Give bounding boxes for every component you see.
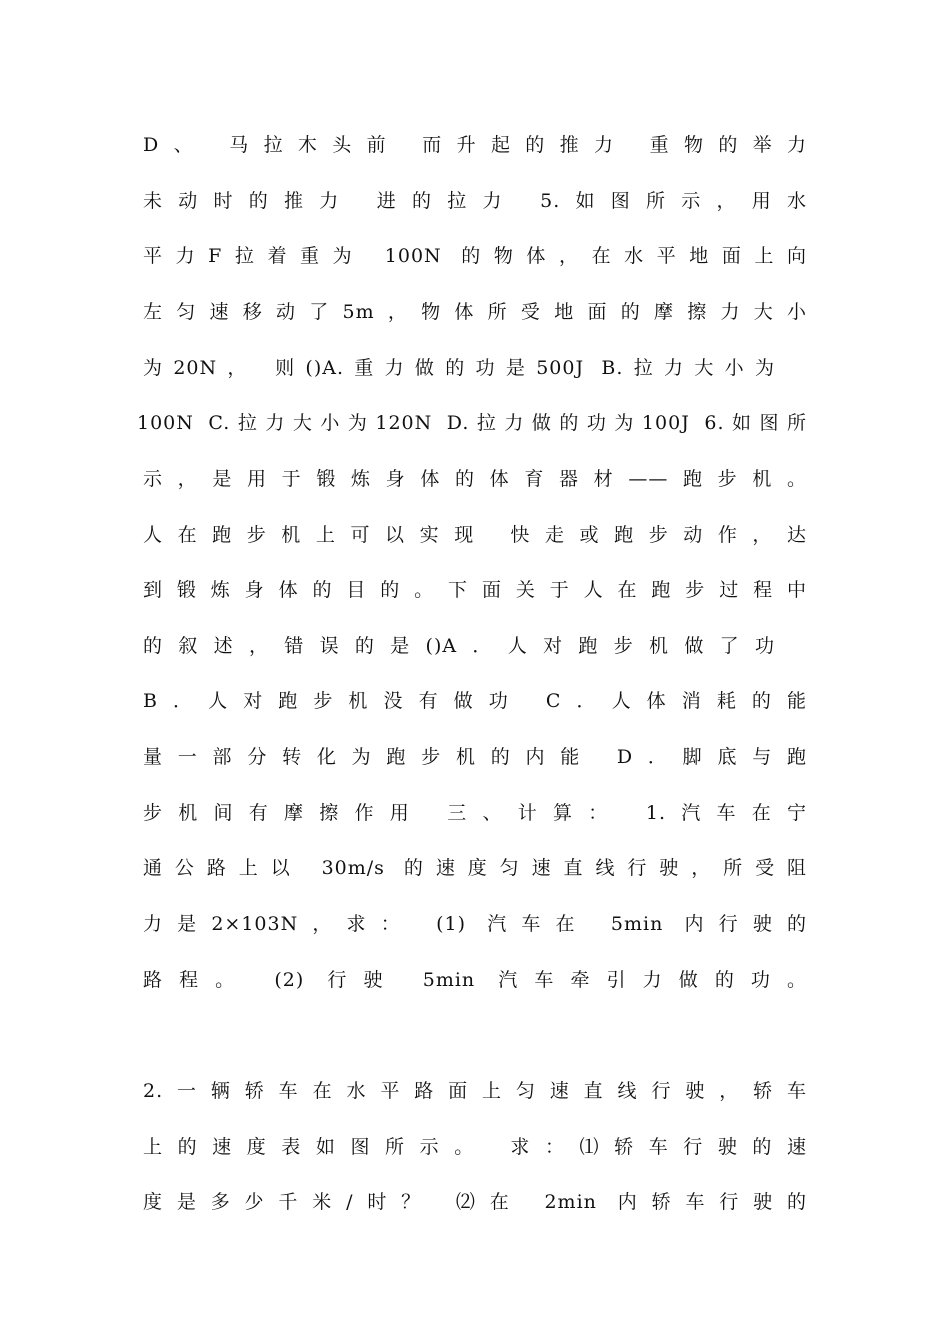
text-line: 的叙述，错误的是()A．人对跑步机做了功 (143, 635, 775, 657)
text-line: 到锻炼身体的目的。下面关于人在跑步过程中 (143, 579, 807, 601)
text-line: 量一部分转化为跑步机的内能 D．脚底与跑 (143, 746, 807, 768)
text-line: 100N C.拉力大小为120N D.拉力做的功为100J 6.如图所 (137, 412, 807, 434)
text-line: 步机间有摩擦作用 三、计算： 1.汽车在宁 (143, 802, 807, 824)
text-line: 为20N， 则()A.重力做的功是500J B.拉力大小为 (143, 357, 775, 379)
text-line: 未动时的推力 进的拉力 5.如图所示，用水 (143, 190, 807, 212)
text-line: 度是多少千米/时？ ⑵在 2min 内轿车行驶的 (143, 1191, 807, 1213)
text-line: B．人对跑步机没有做功 C．人体消耗的能 (143, 690, 807, 712)
text-line: 平力F拉着重为 100N 的物体，在水平地面上向 (143, 245, 807, 267)
text-line: 通公路上以 30m/s 的速度匀速直线行驶，所受阻 (143, 857, 807, 879)
text-line: 人在跑步机上可以实现 快走或跑步动作，达 (143, 524, 807, 546)
text-line: D、 马拉木头前 而升起的推力 重物的举力 (143, 134, 807, 156)
text-line: 示，是用于锻炼身体的体育器材——跑步机。 (143, 468, 807, 490)
text-line: 力是2×103N，求： (1) 汽车在 5min 内行驶的 (143, 913, 807, 935)
text-line: 2.一辆轿车在水平路面上匀速直线行驶，轿车 (143, 1080, 807, 1102)
text-line: 上的速度表如图所示。 求：⑴轿车行驶的速 (143, 1136, 807, 1158)
text-line: 左匀速移动了5m，物体所受地面的摩擦力大小 (143, 301, 807, 323)
text-line: 路程。 (2) 行驶 5min 汽车牵引力做的功。 (143, 969, 807, 991)
